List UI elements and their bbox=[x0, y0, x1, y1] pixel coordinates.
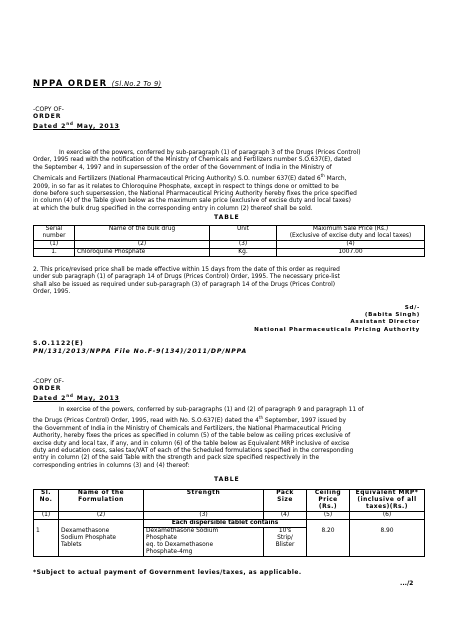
order-date-2: Dated 2nd May, 2013 bbox=[33, 393, 120, 403]
signatory-org: National Pharmaceuticals Pricing Authority bbox=[254, 326, 420, 333]
table2-label: TABLE bbox=[214, 476, 240, 483]
group-label: Each dispersible tablet contains bbox=[144, 520, 307, 528]
order-label: ORDER bbox=[33, 113, 62, 120]
table-row: 1 Dexamethasone Sodium Phosphate Tablets Dexamethasone Sodium Phosphate eq. to Dexamethasone Phosphate-4mg 10's Strip/ Blister 8.20 8.90 bbox=[34, 528, 425, 557]
signature-block bbox=[200, 305, 420, 334]
bulk-drug-table bbox=[33, 225, 425, 257]
signatory-title: Assistant Director bbox=[350, 319, 420, 326]
table-group-row bbox=[34, 520, 425, 528]
order-subtitle: (Sl.No.2 To 9) bbox=[111, 80, 162, 88]
formulation-table bbox=[33, 489, 425, 557]
order1-paragraph-2: 2. This price/revised price shall be made effective within 15 days from the date of this order as required under sub paragraph (1) of paragraph 14 of Drugs (Prices Control) Order, 1995. The necessary price-list shall also be issued as required under sub-paragraph (3) of paragraph 14 of the Drugs (Prices Control) Order, 1995. bbox=[33, 267, 340, 296]
footnote: *Subject to actual payment of Government levies/taxes, as applicable. bbox=[33, 570, 302, 576]
so-number: S.O.1122(E) bbox=[33, 340, 84, 347]
order-title: NPPA ORDER bbox=[33, 79, 108, 89]
copy-of-label-2: -COPY OF- bbox=[33, 378, 64, 385]
table-header-row: Sl. No. Name of the Formulation Strength Pack Size Ceiling Price (Rs.) Equivalent MRP* (inclusive of all taxes)(Rs.) bbox=[34, 490, 425, 512]
table-column-numbers: (1) (2) (3) (4) (5) (6) bbox=[34, 512, 425, 520]
table-row: 1. Chloroquine Phosphate Kg. 1007.00 bbox=[34, 249, 425, 257]
table-header-row: number (Exclusive of excise duty and local taxes) bbox=[34, 233, 425, 241]
order-label-2: ORDER bbox=[33, 385, 62, 392]
table-column-numbers: (1) (2) (3) (4) bbox=[34, 241, 425, 249]
copy-of-label: -COPY OF- bbox=[33, 106, 64, 113]
page-title bbox=[33, 79, 162, 89]
order1-paragraph: In exercise of the powers, conferred by sub-paragraph (1) of paragraph 3 of the Drugs (Prices Control) Order, 1995 read with the notification of the Ministry of Chemicals and Fertilizers number S.O.637(E), dated the September 4, 1997 and in supersession of the order of the Government of India in the Ministry of Chemicals and Fertilizers (National Pharmaceutical Pricing Authority) S.O. number 637(E) dated 6th March, 2009, in so far as it relates to Chloroquine Phosphate, except in respect to things done or omitted to be done before such supersession, the National Pharmaceutical Pricing Authority hereby fixes the price specified in column (4) of the Table given below as the maximum sale price (exclusive of excise duty and local taxes) at which the bulk drug specified in the corresponding entry in column (2) thereof shall be sold. bbox=[33, 150, 361, 212]
signatory-name: (Babita Singh) bbox=[364, 312, 420, 319]
table1-label: TABLE bbox=[214, 214, 240, 221]
file-number: PN/131/2013/NPPA File No.F-9(134)/2011/DP/NPPA bbox=[33, 348, 248, 355]
order2-paragraph: In exercise of the powers, conferred by sub-paragraphs (1) and (2) of paragraph 9 and paragraph 11 of the Drugs (Prices Control) Order, 1995, read with No. S.O.637(E) dated the 4th September, 1997 issued by the Government of India in the Ministry of Chemicals and Fertilizers, the National Pharmaceutical Pricing Authority, hereby fixes the prices as specified in column (5) of the table below as ceiling prices exclusive of excise duty and local tax, if any, and in column (6) of the table below as Equivalent MRP inclusive of excise duty and education cess, sales tax/VAT of each of the Scheduled formulations specified in the corresponding entry in column (2) of the said Table with the strength and pack size specified respectively in the corresponding entries in columns (3) and (4) thereof: bbox=[33, 407, 364, 469]
signature-sd: Sd/- bbox=[404, 305, 420, 311]
next-page-marker: .../2 bbox=[400, 580, 414, 587]
order-date: Dated 2nd May, 2013 bbox=[33, 121, 120, 131]
table-header-row: Serial Name of the bulk drug Unit Maximum Sale Price (Rs.) bbox=[34, 226, 425, 234]
